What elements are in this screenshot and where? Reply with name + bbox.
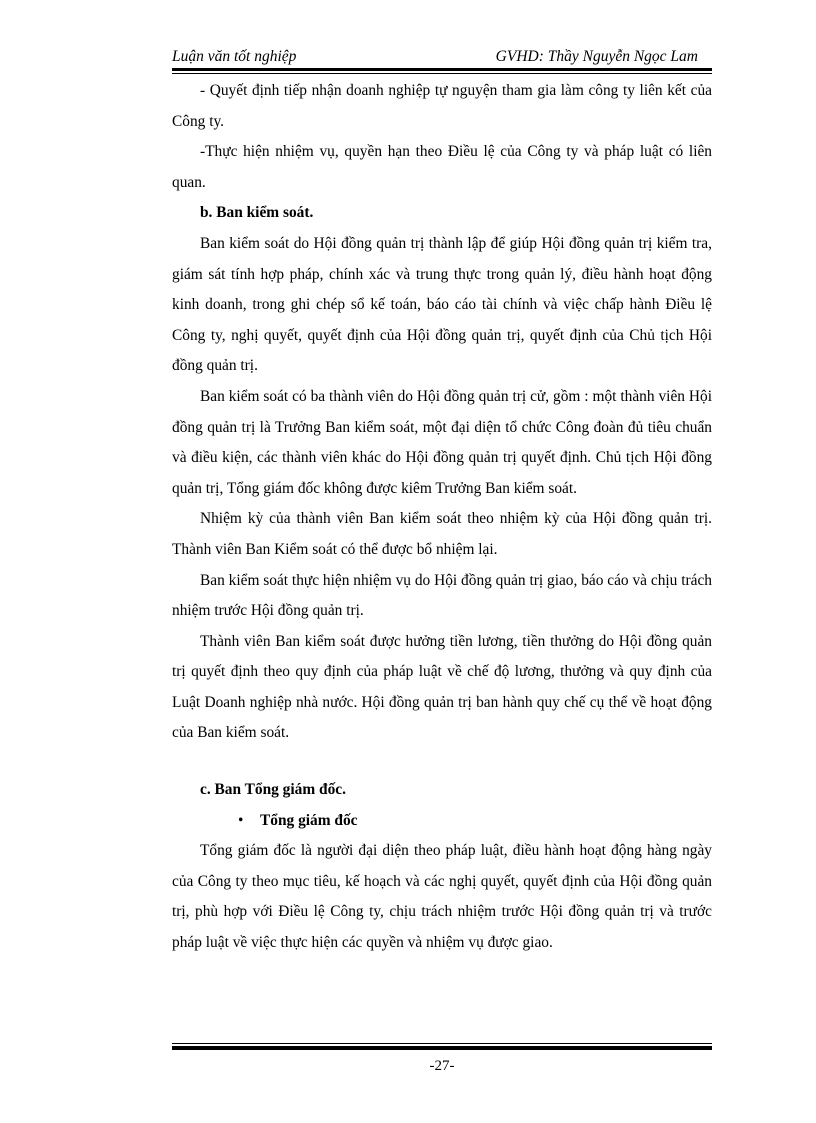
header-advisor: GVHD: Thầy Nguyễn Ngọc Lam	[495, 48, 698, 65]
heading-ban-kiem-soat: b. Ban kiểm soát.	[200, 204, 314, 222]
paragraph-salary: Thành viên Ban kiểm soát được hưởng tiền lương, tiền thưởng do Hội đồng quản trị quyết định theo quy định của pháp luật về chế độ lương, thưởng và quy định của Luật Doanh nghiệp nhà nước. Hội đồng quản trị ban hành quy chế cụ thể về hoạt động của Ban kiểm soát.	[172, 632, 712, 742]
header-rule-thin	[172, 73, 712, 74]
footer-rule-thick	[172, 1046, 712, 1050]
paragraph-duties: -Thực hiện nhiệm vụ, quyền hạn theo Điều lệ của Công ty và pháp luật có liên quan.	[172, 143, 712, 191]
bullet-label: Tổng giám đốc	[260, 811, 358, 829]
bullet-item	[172, 806, 712, 837]
paragraph-term: Nhiệm kỳ của thành viên Ban kiểm soát theo nhiệm kỳ của Hội đồng quản trị. Thành viên Ban Kiểm soát có thể được bổ nhiệm lại.	[172, 510, 712, 558]
page-header	[172, 48, 712, 68]
section-gap	[172, 749, 712, 775]
paragraph-ban-kiem-soat-role: Ban kiểm soát do Hội đồng quản trị thành lập để giúp Hội đồng quản trị kiểm tra, giám sát tính hợp pháp, chính xác và trung thực trong quản lý, điều hành hoạt động kinh doanh, trong ghi chép sổ kế toán, báo cáo tài chính và việc chấp hành Điều lệ Công ty, nghị quyết, quyết định của Hội đồng quản trị, quyết định của Chủ tịch Hội đồng quản trị.	[172, 234, 712, 375]
header-thesis-title: Luận văn tốt nghiệp	[172, 48, 297, 65]
footer-rule-thin	[172, 1043, 712, 1044]
page-content	[172, 76, 712, 959]
heading-ban-tong-giam-doc: c. Ban Tổng giám đốc.	[200, 781, 346, 799]
paragraph-responsibility: Ban kiểm soát thực hiện nhiệm vụ do Hội đồng quản trị giao, báo cáo và chịu trách nhiệm trước Hội đồng quản trị.	[172, 571, 712, 620]
header-rule-thick	[172, 68, 712, 71]
paragraph-general-director: Tổng giám đốc là người đại diện theo pháp luật, điều hành hoạt động hàng ngày của Công ty theo mục tiêu, kế hoạch và các nghị quyết, quyết định của Hội đồng quản trị, phù hợp với Điều lệ Công ty, chịu trách nhiệm trước Hội đồng quản trị và trước pháp luật về việc thực hiện các quyền và nhiệm vụ được giao.	[172, 842, 712, 952]
paragraph-decision: - Quyết định tiếp nhận doanh nghiệp tự nguyện tham gia làm công ty liên kết của Công ty.	[172, 82, 712, 130]
bullet-dot-icon: •	[238, 811, 244, 829]
paragraph-ban-kiem-soat-members: Ban kiểm soát có ba thành viên do Hội đồng quản trị cử, gồm : một thành viên Hội đồng quản trị là Trưởng Ban kiểm soát, một đại diện tổ chức Công đoàn đủ tiêu chuẩn và điều kiện, các thành viên khác do Hội đồng quản trị quyết định. Chủ tịch Hội đồng quản trị, Tổng giám đốc không được kiêm Trưởng Ban kiểm soát.	[172, 387, 712, 497]
page-number: -27-	[429, 1058, 455, 1074]
